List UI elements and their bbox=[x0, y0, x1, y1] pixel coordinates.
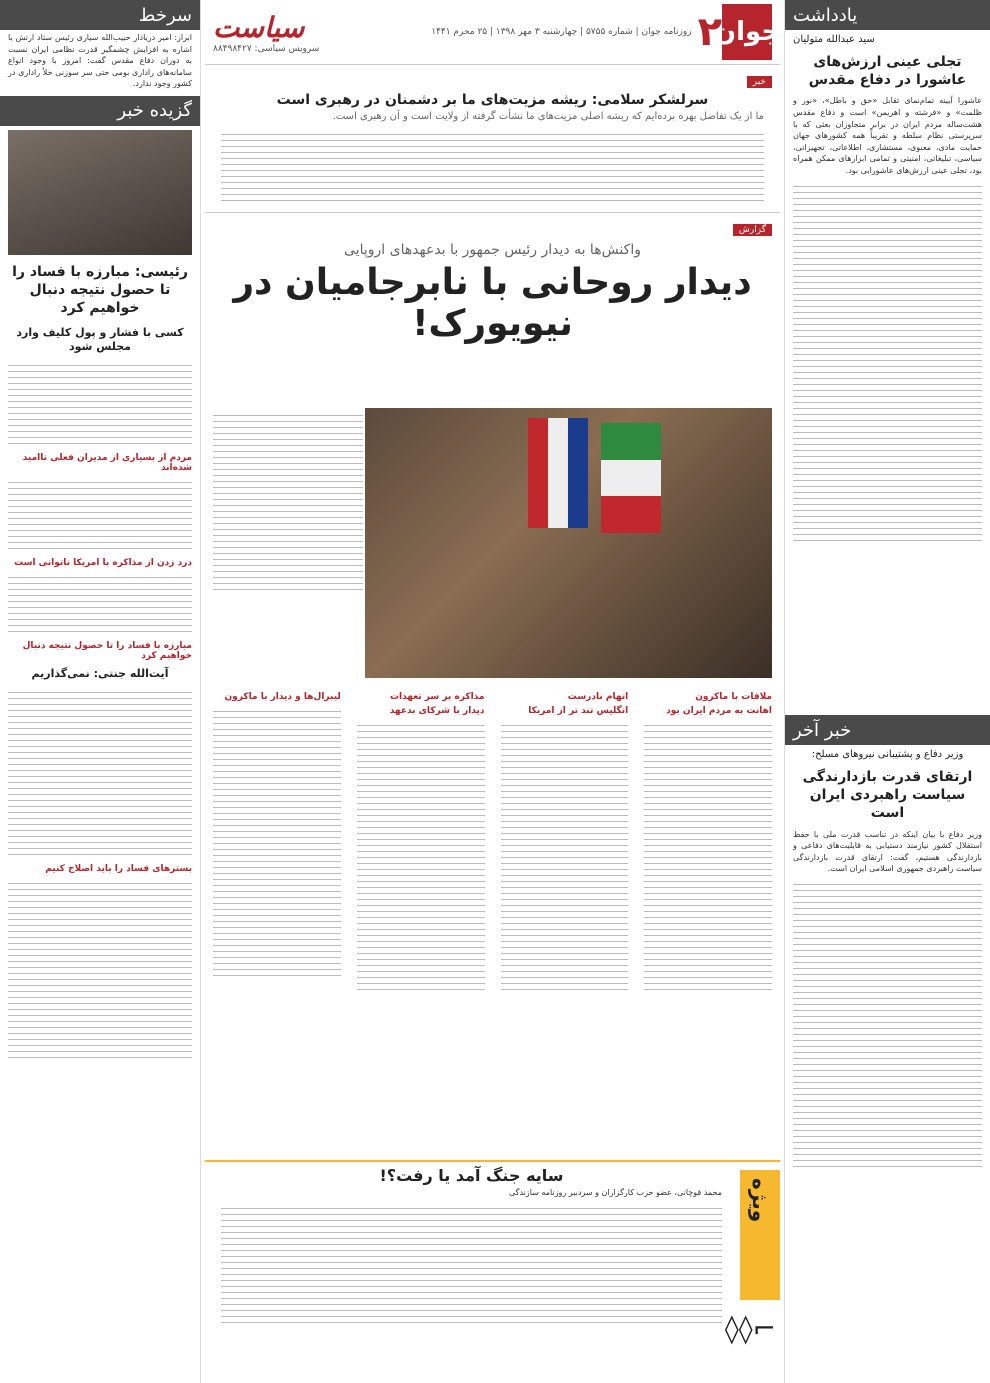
last-news-body: وزیر دفاع با بیان اینکه در تناسب قدرت ملی با حفظ استقلال کشور نیازمند دستیابی به قابلیت‌های دفاعی و بازدارندگی هستیم، گفت: ارتقای قدرت بازدارندگی سیاست راهبردی جمهوری اسلامی ایران است. bbox=[793, 829, 982, 874]
issue-meta: روزنامه جوان | شماره ۵۷۵۵ | چهارشنبه ۳ مهر ۱۳۹۸ | ۲۵ محرم ۱۴۴۱ bbox=[431, 27, 692, 37]
subhead-5: مذاکره بر سر تعهدات bbox=[389, 692, 485, 702]
glasses-icon: ⌐◊◊ bbox=[724, 1312, 776, 1345]
left-headline: رئیسی: مبارزه با فساد را تا حصول نتیجه دنبال خواهیم کرد bbox=[12, 263, 188, 317]
left-text-lines-1 bbox=[0, 358, 200, 451]
last-news-kicker: وزیر دفاع و پشتیبانی نیروهای مسلح: bbox=[811, 749, 964, 760]
special-box bbox=[205, 1160, 780, 1383]
left-bullet-1: مردم از بسیاری از مدیران فعلی ناامید شده‌اند bbox=[22, 453, 192, 474]
section-label-headlines: سرخط bbox=[0, 0, 200, 30]
section-label-note: یادداشت bbox=[785, 0, 990, 30]
report-title: دیدار روحانی با نابرجامیان در نیویورک! bbox=[233, 261, 752, 344]
left-bullet-2: درد زدن از مذاکره با امریکا ناتوانی است bbox=[14, 558, 192, 569]
left-column bbox=[0, 0, 201, 1383]
last-news-text-lines bbox=[785, 877, 990, 1174]
note-text-lines bbox=[785, 179, 990, 548]
section-label-selected-news: گزیده خبر bbox=[0, 96, 200, 126]
subhead-4: انگلیس تند تر از امریکا bbox=[528, 706, 629, 716]
left-bullet-4: بسترهای فساد را باید اصلاح کنیم bbox=[45, 864, 192, 875]
middle-column bbox=[205, 0, 780, 1383]
note-headline: تجلی عینی ارزش‌های عاشورا در دفاع مقدس bbox=[808, 54, 967, 89]
special-author: محمد قوچانی، عضو حزب کارگزاران و سردبیر روزنامه سازندگی bbox=[508, 1188, 722, 1197]
top-brief: ابراز: امیر دریادار حبیب‌الله سیاری رئیس ستاد ارتش با اشاره به افزایش چشمگیر قدرت نظامی ایران نسبت به دوران دفاع مقدس گفت: امروز با وجود انواع سامانه‌های راداری بومی حتی سر سوزنی خلأ راداری در کشور وجود ندارد. bbox=[8, 33, 192, 89]
news-tag: خبر bbox=[747, 76, 772, 88]
special-label: ویژه bbox=[748, 1178, 772, 1223]
section-label-last-news: خبر آخر bbox=[785, 715, 990, 745]
news-title: سرلشکر سلامی: ریشه مزیت‌های ما بر دشمنان در رهبری است bbox=[276, 92, 709, 108]
note-body: عاشورا آیینه تمام‌نمای تقابل «حق و باطل»، «نور و ظلمت» و «فرشته و اهریمن» است و دفاع مقدس هشت‌ساله مردم ایران در برابر متجاوزان بعثی که با سرپرستی نظام سلطه و تقریباً همه کشورهای جهان حمایت مادی، معنوی، مستشاری، اطلاعاتی، تجهیزاتی، سیاسی، تبلیغاتی، امنیتی و تمامی ابزارهای ممکن همراه بود، تجلی عینی ارزش‌های عاشورایی بود. bbox=[793, 96, 982, 175]
report-columns bbox=[205, 690, 780, 997]
subhead-2: اهانت به مردم ایران بود bbox=[666, 706, 772, 716]
right-column bbox=[784, 0, 990, 1383]
report-side-text bbox=[205, 408, 371, 597]
special-title: سایه جنگ آمد یا رفت؟! bbox=[379, 1166, 564, 1185]
raisi-photo bbox=[8, 130, 192, 255]
left-bullet-3: مبارزه با فساد را تا حصول نتیجه دنبال خواهیم کرد bbox=[22, 641, 192, 662]
subhead-1: ملاقات با ماکرون bbox=[695, 692, 772, 702]
subhead-3: اتهام نادرست bbox=[567, 692, 629, 702]
news-lead: ما از یک تفاضل بهره برده‌ایم که ریشه اصلی مزیت‌های ما نشأت گرفته از ولایت است و آن رهبری است. bbox=[332, 111, 764, 122]
news-text-lines bbox=[213, 127, 772, 208]
phone: سرویس سیاسی: ۸۸۴۹۸۴۲۷ bbox=[213, 43, 320, 54]
iran-flag-icon bbox=[601, 423, 661, 533]
logo: جوان bbox=[722, 4, 772, 60]
left-subheadline: کسی با فشار و پول کلیف وارد مجلس شود bbox=[16, 325, 184, 353]
page-number: ۲ bbox=[697, 9, 722, 55]
report-tag: گزارش bbox=[733, 224, 772, 236]
meeting-photo bbox=[365, 408, 772, 678]
last-news-headline: ارتقای قدرت بازدارندگی سیاست راهبردی ایران است bbox=[802, 769, 973, 822]
author: سید عبدالله متولیان bbox=[793, 34, 875, 45]
report-kicker: واکنش‌ها به دیدار رئیس جمهور با بدعهدهای اروپایی bbox=[344, 241, 641, 258]
france-flag-icon bbox=[528, 418, 588, 528]
special-label-box bbox=[740, 1170, 780, 1300]
left-subhead-2: آیت‌الله جنتی: نمی‌گذاریم bbox=[31, 667, 169, 681]
section-title: سیاست bbox=[213, 10, 305, 44]
subhead-7: لیبرال‌ها و دیدار با ماکرون bbox=[224, 692, 341, 702]
masthead bbox=[205, 0, 780, 65]
subhead-6: دیدار با شرکای بدعهد bbox=[389, 706, 485, 716]
